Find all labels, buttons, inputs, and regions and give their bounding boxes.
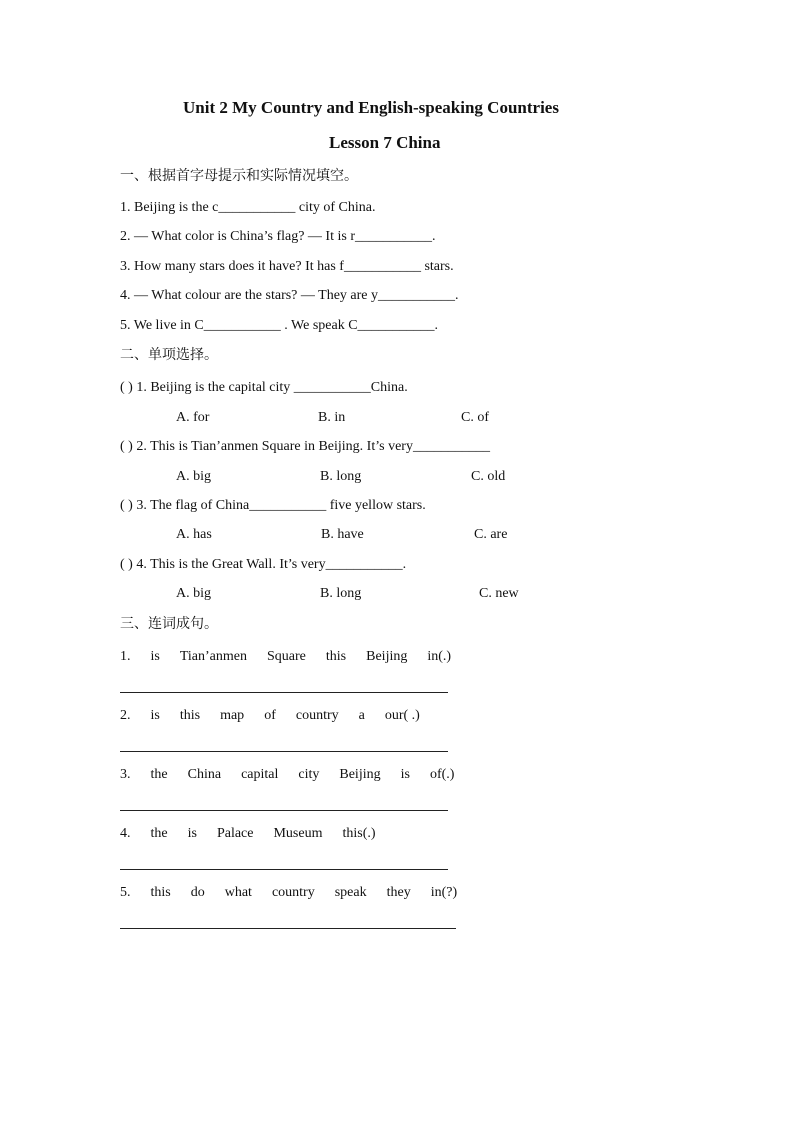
mc-option-b: B. long <box>320 469 362 484</box>
word: of(.) <box>429 767 455 782</box>
word: the <box>150 767 168 782</box>
word-order-item <box>120 826 396 842</box>
fill-blank-item: 1. Beijing is the c___________ city of China. <box>120 200 376 215</box>
word: this(.) <box>342 826 376 841</box>
fill-blank-item: 4. — What colour are the stars? — They are y___________. <box>120 288 459 303</box>
word: city <box>298 767 320 782</box>
word: do <box>190 885 205 900</box>
mc-question: ( ) 2. This is Tian’anmen Square in Beijing. It’s very___________ <box>120 439 490 454</box>
unit-title: Unit 2 My Country and English-speaking Countries <box>183 98 559 117</box>
word: this <box>179 708 201 723</box>
word-order-item <box>120 708 440 724</box>
word: is <box>150 649 160 664</box>
mc-option-b: B. have <box>321 527 364 542</box>
word: Beijing <box>366 649 408 664</box>
word: of <box>264 708 276 723</box>
mc-option-c: C. old <box>471 469 506 484</box>
word-order-item <box>120 649 471 665</box>
fill-blank-item: 3. How many stars does it have? It has f___________ stars. <box>120 259 454 274</box>
word: 1. <box>120 649 131 664</box>
word: map <box>220 708 245 723</box>
word: Square <box>267 649 306 664</box>
mc-option-c: C. are <box>474 527 508 542</box>
word: what <box>224 885 252 900</box>
word: country <box>271 885 315 900</box>
word: Museum <box>273 826 323 841</box>
answer-line <box>120 928 456 929</box>
word: this <box>325 649 347 664</box>
word: a <box>358 708 365 723</box>
word: is <box>187 826 197 841</box>
fill-blank-item: 5. We live in C___________ . We speak C___________. <box>120 318 439 333</box>
mc-question: ( ) 4. This is the Great Wall. It’s very___________. <box>120 557 407 572</box>
mc-question: ( ) 3. The flag of China___________ five yellow stars. <box>120 498 426 513</box>
fill-blank-item: 2. — What color is China’s flag? — It is r___________. <box>120 229 436 244</box>
word: country <box>295 708 339 723</box>
answer-line <box>120 869 448 870</box>
word: speak <box>334 885 367 900</box>
mc-option-b: B. long <box>320 586 362 601</box>
mc-option-a: A. big <box>176 469 211 484</box>
word: Tian’anmen <box>179 649 247 664</box>
word: in(.) <box>427 649 452 664</box>
word: 5. <box>120 885 131 900</box>
section2-heading: 二、单项选择。 <box>120 347 218 363</box>
word: they <box>386 885 411 900</box>
mc-option-c: C. new <box>479 586 519 601</box>
word: in(?) <box>430 885 458 900</box>
section3-heading: 三、连词成句。 <box>120 616 218 632</box>
word: 2. <box>120 708 131 723</box>
word: 4. <box>120 826 131 841</box>
word: China <box>187 767 222 782</box>
answer-line <box>120 751 448 752</box>
mc-option-a: A. for <box>176 410 210 425</box>
mc-option-a: A. big <box>176 586 211 601</box>
section1-heading: 一、根据首字母提示和实际情况填空。 <box>120 168 358 184</box>
mc-option-b: B. in <box>318 410 346 425</box>
mc-option-c: C. of <box>461 410 489 425</box>
word: our( .) <box>384 708 420 723</box>
answer-line <box>120 810 448 811</box>
word: is <box>400 767 410 782</box>
word: 3. <box>120 767 131 782</box>
word: capital <box>241 767 279 782</box>
word-order-item <box>120 885 477 901</box>
word: Beijing <box>339 767 381 782</box>
word: Palace <box>216 826 254 841</box>
lesson-title: Lesson 7 China <box>329 133 441 152</box>
word: is <box>150 708 160 723</box>
mc-option-a: A. has <box>176 527 212 542</box>
word-order-item <box>120 767 474 783</box>
word: the <box>150 826 168 841</box>
word: this <box>150 885 171 900</box>
answer-line <box>120 692 448 693</box>
mc-question: ( ) 1. Beijing is the capital city ___________China. <box>120 380 408 395</box>
